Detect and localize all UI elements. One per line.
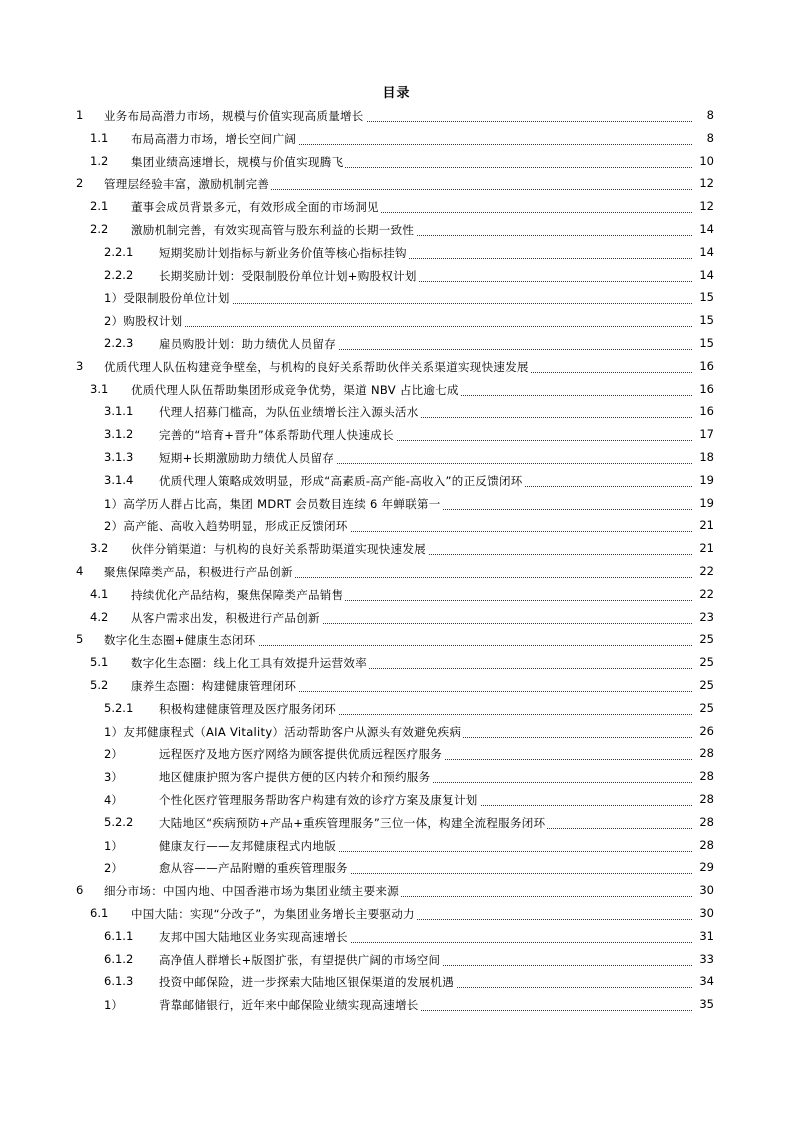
toc-entry-number: 3.1.2 xyxy=(104,427,134,442)
toc-entry-number: 1.1 xyxy=(90,130,109,145)
toc-entry-page: 12 xyxy=(692,199,714,213)
toc-entry-page: 22 xyxy=(692,587,714,601)
toc-entry[interactable] xyxy=(0,630,793,653)
toc-entry[interactable] xyxy=(0,858,793,881)
toc-entry-number: 4.1 xyxy=(90,586,109,601)
toc-entry-title: 2）高产能、高收入趋势明显，形成正反馈闭环 xyxy=(104,519,348,534)
toc-entry-page: 15 xyxy=(692,336,714,350)
toc-entry[interactable] xyxy=(0,516,793,539)
toc-entry-title: 聚焦保障类产品，积极进行产品创新 xyxy=(104,565,293,579)
toc-entry[interactable] xyxy=(0,448,793,471)
toc-entry-page: 22 xyxy=(692,564,714,578)
toc-entry-number: 5.1 xyxy=(90,655,109,670)
toc-entry-number: 2） xyxy=(104,861,123,876)
toc-entry[interactable] xyxy=(0,380,793,403)
toc-entry[interactable] xyxy=(0,950,793,973)
toc-entry-page: 16 xyxy=(692,382,714,396)
toc-entry-title: 完善的“培育+晋升”体系帮助代理人快速成长 xyxy=(159,428,394,443)
toc-entry-page: 28 xyxy=(692,815,714,829)
toc-entry-number: 3.1.3 xyxy=(104,450,134,464)
toc-entry-number: 5 xyxy=(76,632,84,647)
toc-entry-page: 26 xyxy=(692,724,714,738)
toc-entry-title: 个性化医疗管理服务帮助客户构建有效的诊疗方案及康复计划 xyxy=(159,793,478,807)
toc-entry-page: 18 xyxy=(692,450,714,464)
toc-entry-title: 健康友行——友邦健康程式内地版 xyxy=(159,838,336,853)
toc-entry-title: 康养生态圈：构建健康管理闭环 xyxy=(131,679,297,693)
toc-entry[interactable] xyxy=(0,106,793,129)
toc-entry[interactable] xyxy=(0,425,793,448)
toc-entry-title: 愈从容——产品附赠的重疾管理服务 xyxy=(159,861,348,876)
toc-entry[interactable] xyxy=(0,608,793,631)
toc-entry[interactable] xyxy=(0,585,793,608)
toc-entry[interactable] xyxy=(0,220,793,243)
toc-entry-title: 持续优化产品结构，聚焦保障类产品销售 xyxy=(131,587,344,602)
toc-entry-title: 雇员购股计划：助力绩优人员留存 xyxy=(159,337,336,351)
toc-entry-page: 28 xyxy=(692,746,714,760)
toc-entry[interactable] xyxy=(0,266,793,289)
toc-entry-page: 23 xyxy=(692,610,714,624)
toc-entry-page: 34 xyxy=(692,974,714,988)
toc-entry-page: 15 xyxy=(692,290,714,304)
toc-entry[interactable] xyxy=(0,562,793,585)
toc-entry[interactable] xyxy=(0,129,793,152)
toc-entry-number: 3.1.1 xyxy=(104,404,134,419)
toc-entry-number: 6.1.3 xyxy=(104,974,134,989)
toc-entry-page: 16 xyxy=(692,404,714,418)
toc-entry-number: 2.2.3 xyxy=(104,336,134,350)
toc-entry[interactable] xyxy=(0,972,793,995)
toc-entry[interactable] xyxy=(0,471,793,494)
toc-entry-title: 大陆地区“疾病预防+产品+重疾管理服务”三位一体，构建全流程服务闭环 xyxy=(159,815,546,830)
toc-entry-page: 28 xyxy=(692,838,714,852)
toc-entry[interactable] xyxy=(0,904,793,927)
toc-entry-title: 激励机制完善，有效实现高管与股东利益的长期一致性 xyxy=(131,223,415,237)
toc-entry-title: 短期奖励计划指标与新业务价值等核心指标挂钩 xyxy=(159,245,407,260)
toc-entry-title: 投资中邮保险，进一步探索大陆地区银保渠道的发展机遇 xyxy=(159,975,454,990)
toc-entry[interactable] xyxy=(0,813,793,836)
toc-entry-number: 4 xyxy=(76,564,84,578)
toc-entry-page: 21 xyxy=(692,518,714,532)
toc-entry-title: 数字化生态圈+健康生态闭环 xyxy=(104,633,256,648)
toc-entry[interactable] xyxy=(0,494,793,517)
toc-entry-number: 2 xyxy=(76,176,84,191)
toc-entry[interactable] xyxy=(0,836,793,859)
toc-entry-page: 12 xyxy=(692,176,714,190)
toc-entry[interactable] xyxy=(0,174,793,197)
toc-entry-title: 集团业绩高速增长，规模与价值实现腾飞 xyxy=(131,154,344,169)
toc-entry-page: 10 xyxy=(692,154,714,168)
toc-entry-page: 19 xyxy=(692,473,714,487)
toc-entry-page: 31 xyxy=(692,929,714,943)
toc-entry-page: 14 xyxy=(692,222,714,236)
toc-entry-title: 1）受限制股份单位计划 xyxy=(104,291,230,306)
toc-entry-title: 细分市场：中国内地、中国香港市场为集团业绩主要来源 xyxy=(104,884,399,899)
toc-entry-number: 1） xyxy=(104,998,123,1013)
toc-entry[interactable] xyxy=(0,744,793,767)
toc-entry-title: 布局高潜力市场，增长空间广阔 xyxy=(131,131,297,146)
toc-entry-number: 2.2 xyxy=(90,222,109,236)
dot-leader xyxy=(104,326,702,327)
toc-entry-title: 优质代理人队伍帮助集团形成竞争优势，渠道 NBV 占比逾七成 xyxy=(131,382,459,397)
toc-entry-number: 6.1.1 xyxy=(104,928,134,943)
toc-entry-title: 友邦中国大陆地区业务实现高速增长 xyxy=(159,929,348,944)
toc-entry-number: 4.2 xyxy=(90,609,109,624)
toc-entry-title: 1）高学历人群占比高，集团 MDRT 会员数目连续 6 年蝉联第一 xyxy=(104,496,441,511)
toc-entry[interactable] xyxy=(0,288,793,311)
toc-entry[interactable] xyxy=(0,311,793,334)
toc-entry-number: 3.1.4 xyxy=(104,472,134,487)
toc-entry-page: 33 xyxy=(692,952,714,966)
toc-entry-number: 2） xyxy=(104,747,123,762)
toc-entry-title: 长期奖励计划：受限制股份单位计划+购股权计划 xyxy=(159,268,417,283)
toc-entry[interactable] xyxy=(0,243,793,266)
toc-entry-page: 28 xyxy=(692,769,714,783)
toc-entry-title: 高净值人群增长+版图扩张，有望提供广阔的市场空间 xyxy=(159,952,441,967)
toc-entry-page: 14 xyxy=(692,245,714,259)
toc-entry-number: 2.1 xyxy=(90,199,109,214)
toc-entry-number: 6.1.2 xyxy=(104,951,134,966)
toc-entry[interactable] xyxy=(0,402,793,425)
toc-entry[interactable] xyxy=(0,995,793,1018)
toc-entry[interactable] xyxy=(0,676,793,699)
toc-entry-title: 中国大陆：实现“分改子”，为集团业务增长主要驱动力 xyxy=(131,907,415,921)
toc-entry-number: 3 xyxy=(76,358,84,373)
toc-entry-title: 背靠邮储银行，近年来中邮保险业绩实现高速增长 xyxy=(159,998,419,1013)
toc-entry-title: 远程医疗及地方医疗网络为顾客提供优质远程医疗服务 xyxy=(159,747,443,762)
toc-entry-number: 1 xyxy=(76,108,84,122)
toc-entry-number: 6 xyxy=(76,883,84,898)
toc-entry-page: 28 xyxy=(692,792,714,806)
toc-entry-number: 6.1 xyxy=(90,906,109,920)
toc-entry-number: 1.2 xyxy=(90,153,109,168)
toc-title: 目录 xyxy=(382,86,411,101)
toc-entry-title: 从客户需求出发，积极进行产品创新 xyxy=(131,610,320,625)
toc-entry-page: 30 xyxy=(692,883,714,897)
toc-entry-title: 短期+长期激励助力绩优人员留存 xyxy=(159,451,335,465)
toc-entry-title: 代理人招募门槛高，为队伍业绩增长注入源头活水 xyxy=(159,405,419,420)
toc-entry-title: 2）购股权计划 xyxy=(104,314,183,329)
toc-entry[interactable] xyxy=(0,334,793,357)
toc-entry-page: 35 xyxy=(692,997,714,1011)
toc-entry-page: 25 xyxy=(692,678,714,692)
toc-entry-title: 积极构建健康管理及医疗服务闭环 xyxy=(159,701,336,716)
toc-entry-number: 3.2 xyxy=(90,541,109,556)
toc-entry-title: 数字化生态圈：线上化工具有效提升运营效率 xyxy=(131,656,367,671)
toc-entry[interactable] xyxy=(0,152,793,175)
toc-entry[interactable] xyxy=(0,357,793,380)
toc-entry-page: 8 xyxy=(692,108,714,122)
toc-entry-page: 8 xyxy=(692,131,714,145)
toc-entry-page: 25 xyxy=(692,632,714,646)
toc-entry-number: 4） xyxy=(104,793,123,807)
toc-entry-title: 管理层经验丰富，激励机制完善 xyxy=(104,177,270,192)
toc-entry[interactable] xyxy=(0,927,793,950)
toc-entry[interactable] xyxy=(0,653,793,676)
toc-entry-page: 29 xyxy=(692,860,714,874)
toc-entry[interactable] xyxy=(0,790,793,813)
toc-entry[interactable] xyxy=(0,699,793,722)
toc-entry-title: 1）友邦健康程式（AIA Vitality）活动帮助客户从源头有效避免疾病 xyxy=(104,724,462,739)
toc-entry[interactable] xyxy=(0,539,793,562)
toc-entry-page: 19 xyxy=(692,496,714,510)
toc-entry-title: 优质代理人策略成效明显，形成“高素质-高产能-高收入”的正反馈闭环 xyxy=(159,473,523,488)
toc-entry[interactable] xyxy=(0,881,793,904)
toc-entry-page: 14 xyxy=(692,268,714,282)
toc-entry-title: 业务布局高潜力市场，规模与价值实现高质量增长 xyxy=(104,109,364,123)
toc-entry-number: 5.2.2 xyxy=(104,814,134,829)
toc-entry[interactable] xyxy=(0,722,793,745)
toc-entry-title: 地区健康护照为客户提供方便的区内转介和预约服务 xyxy=(159,770,431,785)
toc-entry-number: 5.2.1 xyxy=(104,700,134,715)
toc-entry-number: 2.2.2 xyxy=(104,267,134,282)
toc-entry-title: 董事会成员背景多元，有效形成全面的市场洞见 xyxy=(131,200,379,215)
toc-entry-page: 21 xyxy=(692,541,714,555)
toc-entry-number: 1） xyxy=(104,838,123,853)
toc-entry-number: 3） xyxy=(104,770,123,785)
toc-entry-page: 25 xyxy=(692,701,714,715)
toc-entry-number: 2.2.1 xyxy=(104,244,134,259)
toc-entry-title: 优质代理人队伍构建竞争壁垒，与机构的良好关系帮助伙伴关系渠道实现快速发展 xyxy=(104,359,529,374)
toc-entry-number: 3.1 xyxy=(90,381,109,396)
toc-entry-number: 5.2 xyxy=(90,678,109,692)
toc-entry-page: 16 xyxy=(692,359,714,373)
toc-entry-page: 15 xyxy=(692,313,714,327)
toc-entry-page: 25 xyxy=(692,655,714,669)
toc-entry[interactable] xyxy=(0,197,793,220)
toc-entry[interactable] xyxy=(0,767,793,790)
toc-entry-title: 伙伴分销渠道：与机构的良好关系帮助渠道实现快速发展 xyxy=(131,542,426,557)
toc-entry-page: 30 xyxy=(692,906,714,920)
toc-entry-page: 17 xyxy=(692,427,714,441)
